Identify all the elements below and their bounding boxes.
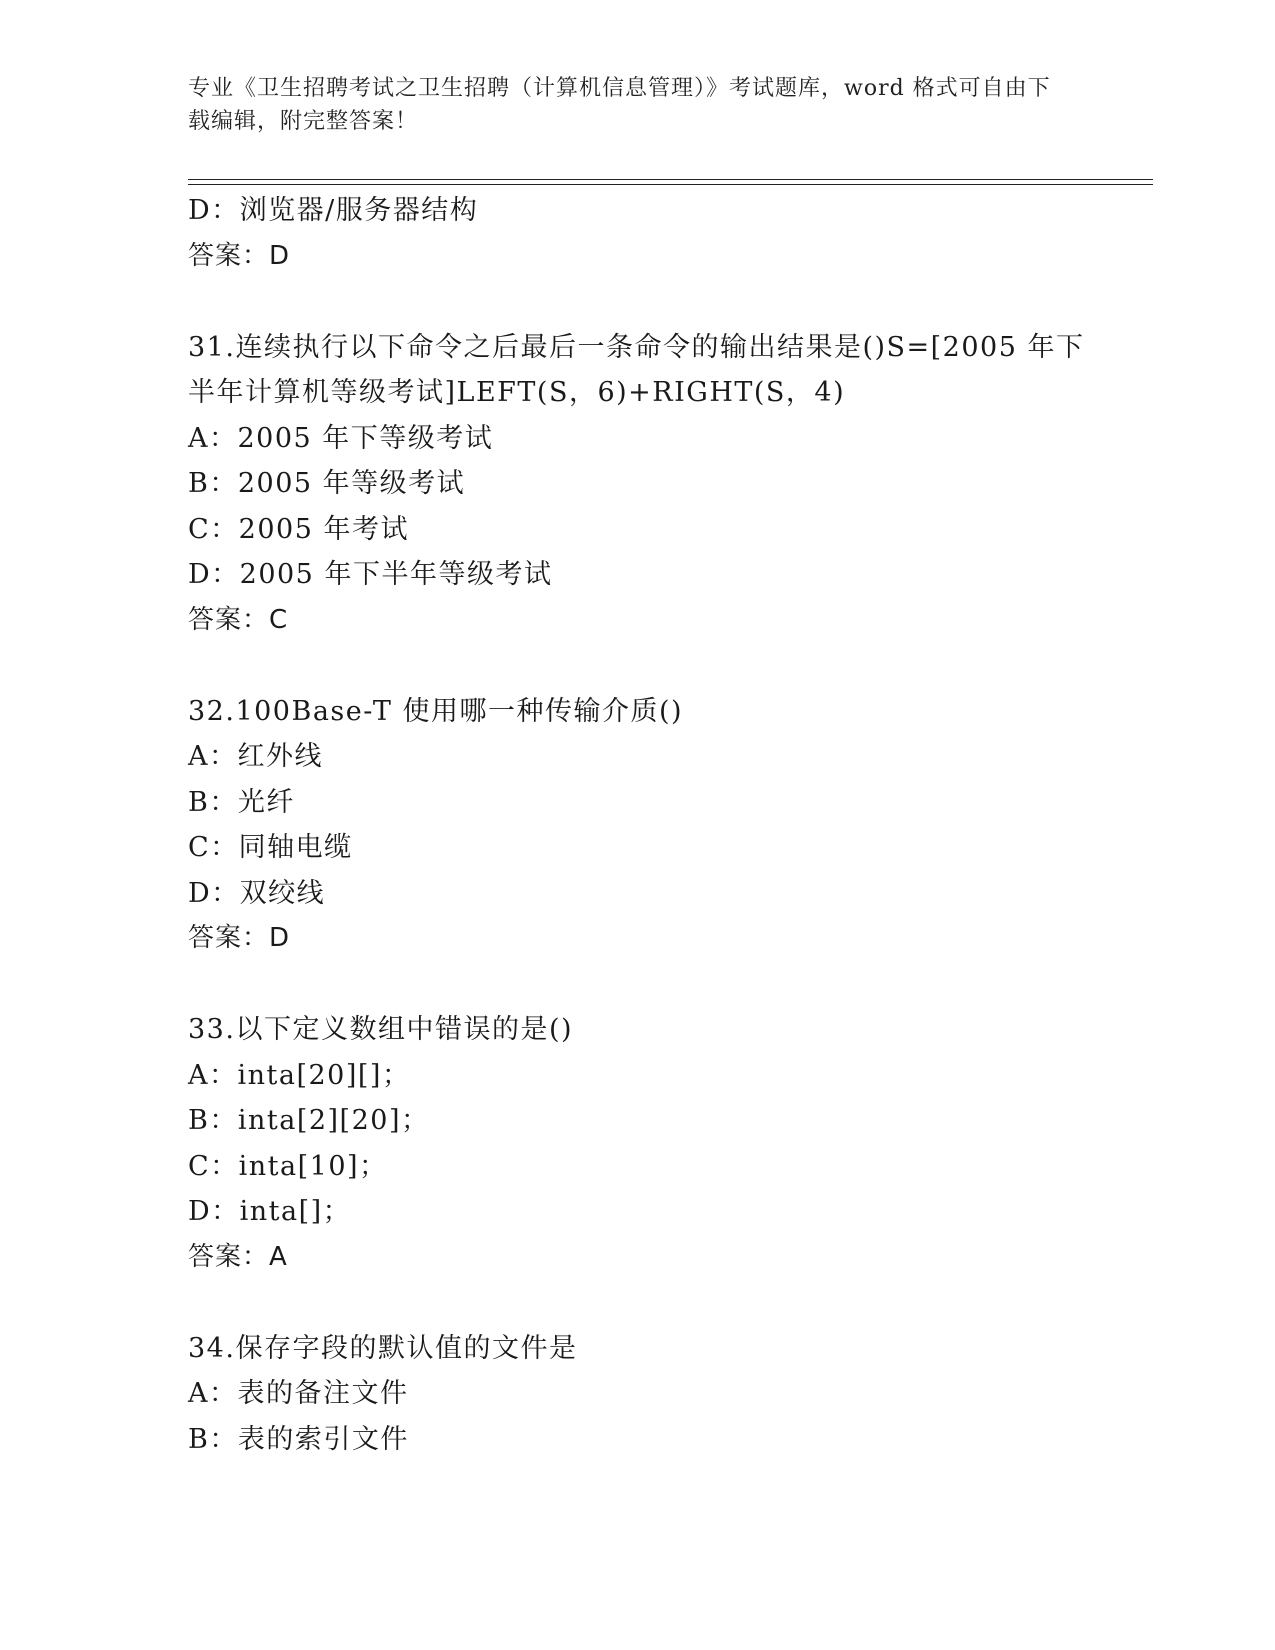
header-rule-top — [188, 179, 1153, 180]
q32-option-a: A：红外线 — [188, 741, 323, 772]
spacer — [188, 1280, 1088, 1326]
q31-option-b: B：2005 年等级考试 — [188, 468, 466, 499]
q31-answer: 答案：C — [188, 604, 289, 635]
spacer — [188, 962, 1088, 1008]
q33-stem: 33.以下定义数组中错误的是() — [188, 1014, 574, 1045]
q32-stem: 32.100Base-T 使用哪一种传输介质() — [188, 695, 684, 727]
header-rule-bottom — [188, 184, 1153, 185]
q34-option-a: A：表的备注文件 — [188, 1378, 409, 1409]
q33-option-a: A：inta[20][]； — [188, 1059, 411, 1091]
question-list — [188, 188, 1088, 1462]
q32-option-b: B：光纤 — [188, 786, 295, 818]
q32-answer: 答案：D — [188, 923, 291, 953]
q32-option-c: C：同轴电缆 — [188, 832, 353, 863]
q32-option-d: D：双绞线 — [188, 877, 326, 909]
q34-option-b: B：表的索引文件 — [188, 1423, 409, 1455]
q31-option-d: D：2005 年下半年等级考试 — [188, 559, 553, 590]
spacer — [188, 643, 1088, 689]
spacer — [188, 279, 1088, 325]
document-header: 专业《卫生招聘考试之卫生招聘（计算机信息管理）》考试题库，word 格式可自由下载编辑，附完整答案！ — [188, 76, 1051, 134]
q34-stem: 34.保存字段的默认值的文件是 — [188, 1332, 578, 1364]
q31-stem-line1: 31.连续执行以下命令之后最后一条命令的输出结果是()S=[2005 年下 — [188, 331, 1085, 363]
q31-option-a: A：2005 年下等级考试 — [188, 422, 494, 454]
q33-option-d: D：inta[]； — [188, 1196, 352, 1227]
q33-answer: 答案：A — [188, 1241, 288, 1272]
q33-option-c: C：inta[10]； — [188, 1150, 388, 1182]
prev-option-d: D：浏览器/服务器结构 — [188, 195, 479, 226]
q33-option-b: B：inta[2][20]； — [188, 1105, 430, 1136]
prev-answer: 答案：D — [188, 240, 291, 271]
q31-option-c: C：2005 年考试 — [188, 513, 409, 545]
q31-stem-line2: 半年计算机等级考试]LEFT(S，6)+RIGHT(S，4) — [188, 377, 846, 408]
